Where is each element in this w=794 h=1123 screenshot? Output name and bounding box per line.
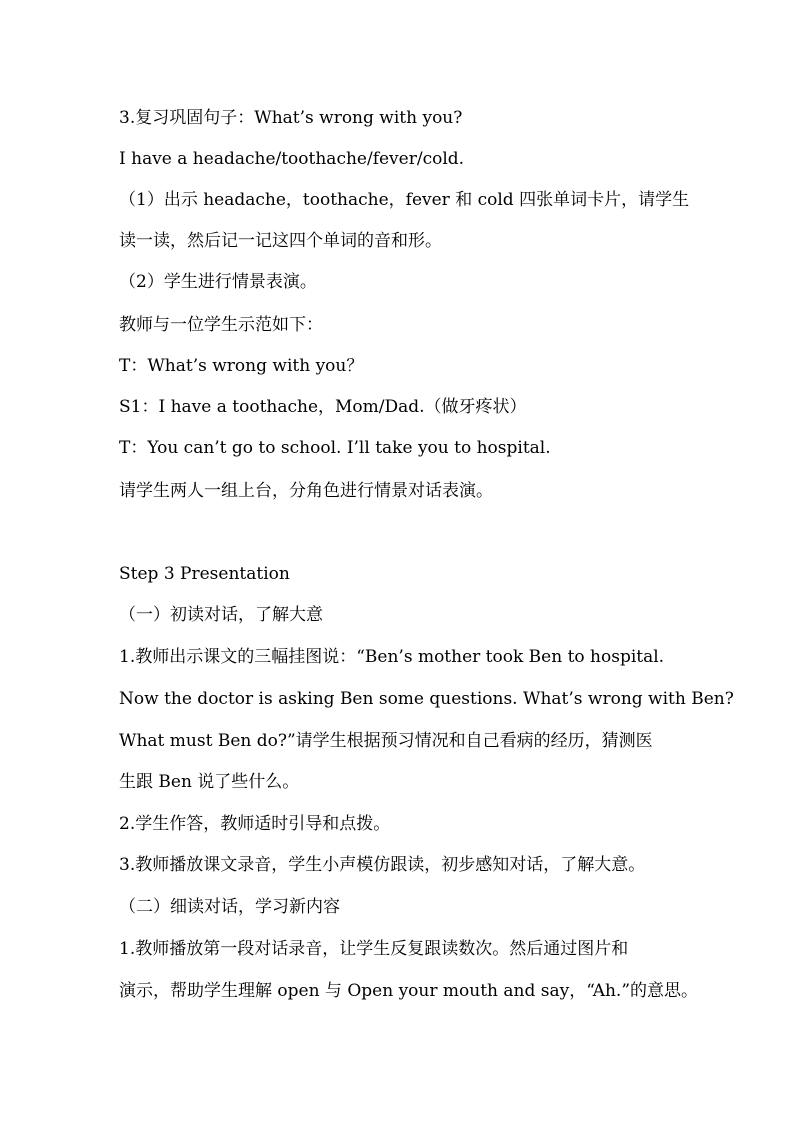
step-2-instruction: （2）学生进行情景表演。 [119,272,317,292]
dialogue-line-teacher-2: T：You can’t go to school. I’ll take you to hospital. [119,438,551,458]
detail-item-1: 1.教师播放第一段对话录音，让学生反复跟读数次。然后通过图片和 [119,939,629,959]
demo-intro: 教师与一位学生示范如下： [119,315,323,335]
presentation-item-3: 3.教师播放课文录音，学生小声模仿跟读，初步感知对话，了解大意。 [119,855,646,875]
presentation-item-2: 2.学生作答，教师适时引导和点拨。 [119,814,391,834]
presentation-item-1-cont-3: 生跟 Ben 说了些什么。 [119,772,300,792]
step-1-instruction: （1）出示 headache，toothache，fever 和 cold 四张单词卡片，请学生 [119,190,690,210]
review-sentence-answer: I have a headache/toothache/fever/cold. [119,149,465,169]
detail-item-1-cont: 演示，帮助学生理解 open 与 Open your mouth and say，“Ah.”的意思。 [119,981,699,1001]
dialogue-line-teacher-1: T：What’s wrong with you？ [119,356,364,376]
step-1-instruction-cont: 读一读，然后记一记这四个单词的音和形。 [119,231,442,251]
step-3-heading: Step 3 Presentation [119,564,290,584]
review-sentence-heading: 3.复习巩固句子：What’s wrong with you? [119,108,463,128]
section-1-heading: （一）初读对话，了解大意 [119,605,323,625]
presentation-item-1-cont-1: Now the doctor is asking Ben some questions. What’s wrong with Ben? [119,689,734,709]
section-2-heading: （二）细读对话，学习新内容 [119,897,340,917]
pair-performance-instruction: 请学生两人一组上台，分角色进行情景对话表演。 [119,481,493,501]
dialogue-line-student-1: S1：I have a toothache，Mom/Dad.（做牙疼状） [119,397,527,417]
presentation-item-1-cont-2: What must Ben do?”请学生根据预习情况和自己看病的经历，猜测医 [119,731,653,751]
presentation-item-1: 1.教师出示课文的三幅挂图说：“Ben’s mother took Ben to hospital. [119,647,665,667]
